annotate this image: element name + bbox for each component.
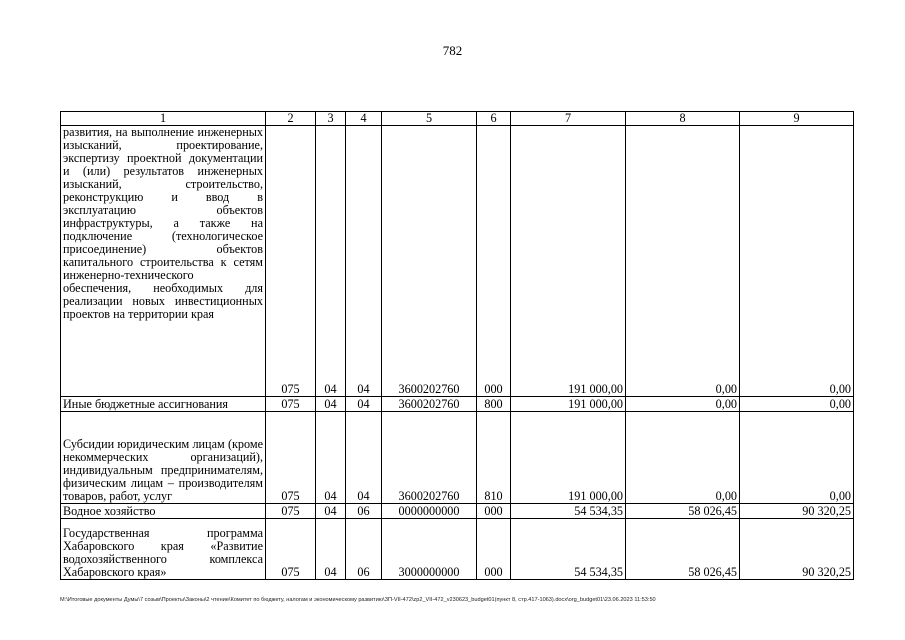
cell-admin-code: 075: [266, 126, 316, 397]
cell-section: 04: [316, 397, 346, 412]
cell-subsection: 04: [346, 397, 382, 412]
cell-amount-7: 191 000,00: [511, 412, 626, 504]
cell-amount-9: 90 320,25: [740, 504, 854, 519]
cell-amount-7: 54 534,35: [511, 519, 626, 580]
table-row: [61, 126, 854, 397]
cell-expense-type: 000: [477, 519, 511, 580]
cell-target-article: 3600202760: [382, 126, 477, 397]
cell-expense-type: 000: [477, 504, 511, 519]
cell-amount-9: 0,00: [740, 412, 854, 504]
cell-amount-9: 0,00: [740, 126, 854, 397]
row-name: Субсидии юридическим лицам (кроме некоммерческих организаций), индивидуальным предпринимателям, физическим лицам – производителям товаров, работ, услуг: [61, 412, 266, 504]
cell-expense-type: 810: [477, 412, 511, 504]
cell-target-article: 3000000000: [382, 519, 477, 580]
budget-table: [60, 111, 854, 580]
cell-amount-8: 58 026,45: [626, 504, 740, 519]
col-header-3: 3: [316, 112, 346, 126]
cell-section: 04: [316, 519, 346, 580]
cell-subsection: 06: [346, 504, 382, 519]
cell-amount-9: 90 320,25: [740, 519, 854, 580]
cell-section: 04: [316, 412, 346, 504]
col-header-2: 2: [266, 112, 316, 126]
cell-amount-7: 191 000,00: [511, 397, 626, 412]
cell-target-article: 0000000000: [382, 504, 477, 519]
cell-amount-8: 0,00: [626, 397, 740, 412]
cell-amount-9: 0,00: [740, 397, 854, 412]
row-name: развития, на выполнение инженерных изысканий, проектирование, экспертизу проектной документации и (или) результатов инженерных изысканий, строительство, реконструкцию и ввод в эксплуатацию объектов инфраструктуры, а также на подключение (технологическое присоединение) объектов капитального строительства к сетям инженерно-технического обеспечения, необходимых для реализации новых инвестиционных проектов на территории края: [61, 126, 266, 397]
file-path-footer: M:\Итоговые документы Думы\7 созыв\Проекты\Законы\2 чтение\Комитет по бюджету, налогам и экономическому развитию\ЗП-VII-472\zp2_VII-472_v230623_budget01(пункт 8, стр.417-1063).docx\org_budget01\23.06.2023 11:53:50: [60, 597, 656, 603]
table-row: [61, 397, 854, 412]
cell-amount-7: 54 534,35: [511, 504, 626, 519]
table-row: [61, 519, 854, 580]
cell-amount-8: 0,00: [626, 126, 740, 397]
cell-subsection: 04: [346, 412, 382, 504]
cell-admin-code: 075: [266, 519, 316, 580]
cell-target-article: 3600202760: [382, 412, 477, 504]
cell-section: 04: [316, 126, 346, 397]
header-row: [61, 112, 854, 126]
cell-expense-type: 800: [477, 397, 511, 412]
cell-subsection: 04: [346, 126, 382, 397]
row-name: Водное хозяйство: [61, 504, 266, 519]
page-number: 782: [442, 43, 463, 58]
col-header-9: 9: [740, 112, 854, 126]
cell-admin-code: 075: [266, 397, 316, 412]
col-header-8: 8: [626, 112, 740, 126]
cell-amount-8: 0,00: [626, 412, 740, 504]
cell-admin-code: 075: [266, 412, 316, 504]
cell-target-article: 3600202760: [382, 397, 477, 412]
cell-admin-code: 075: [266, 504, 316, 519]
cell-amount-7: 191 000,00: [511, 126, 626, 397]
col-header-1: 1: [61, 112, 266, 126]
table-row: [61, 412, 854, 504]
col-header-7: 7: [511, 112, 626, 126]
table-row: [61, 504, 854, 519]
cell-section: 04: [316, 504, 346, 519]
cell-subsection: 06: [346, 519, 382, 580]
cell-expense-type: 000: [477, 126, 511, 397]
row-name: Государственная программа Хабаровского края «Развитие водохозяйственного комплекса Хабаровского края»: [61, 519, 266, 580]
cell-amount-8: 58 026,45: [626, 519, 740, 580]
col-header-4: 4: [346, 112, 382, 126]
col-header-6: 6: [477, 112, 511, 126]
col-header-5: 5: [382, 112, 477, 126]
row-name: Иные бюджетные ассигнования: [61, 397, 266, 412]
